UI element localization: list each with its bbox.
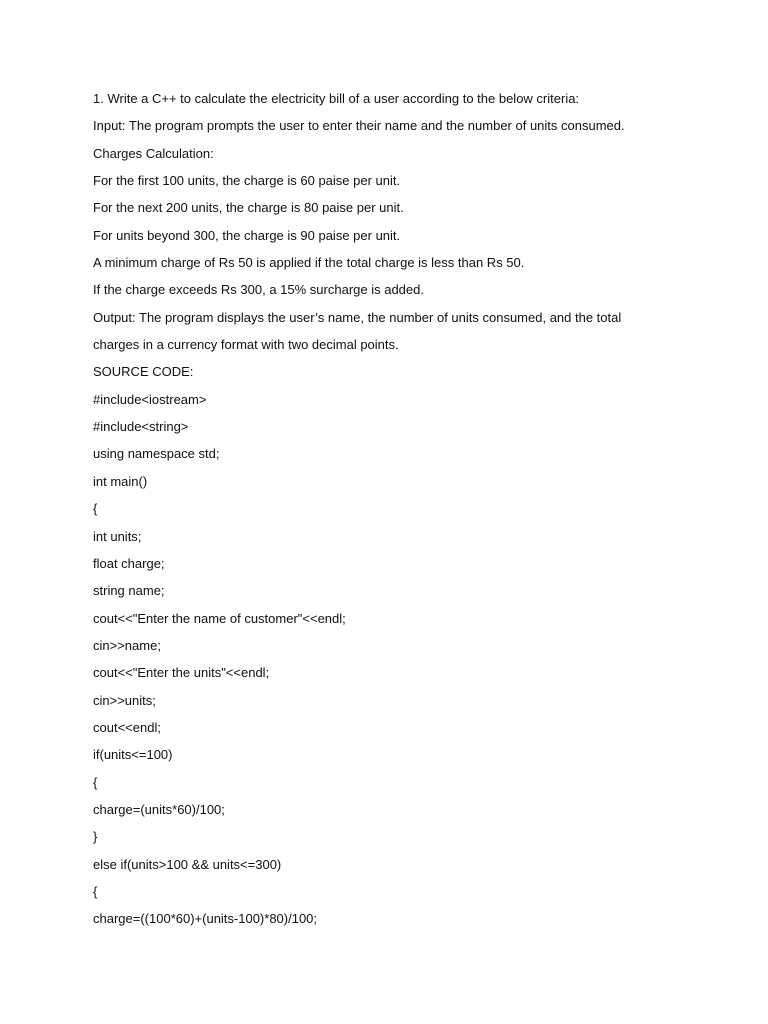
code-line: { bbox=[93, 774, 98, 790]
code-line: { bbox=[93, 501, 98, 517]
code-line: using namespace std; bbox=[93, 446, 220, 462]
code-line: int main() bbox=[93, 473, 148, 489]
criteria-line: If the charge exceeds Rs 300, a 15% surcharge is added. bbox=[93, 282, 424, 298]
code-line: charge=(units*60)/100; bbox=[93, 801, 225, 817]
criteria-line: A minimum charge of Rs 50 is applied if the total charge is less than Rs 50. bbox=[93, 255, 525, 271]
code-line: else if(units>100 && units<=300) bbox=[93, 856, 282, 872]
input-description: Input: The program prompts the user to enter their name and the number of units consumed. bbox=[93, 118, 625, 134]
code-line: int units; bbox=[93, 528, 142, 544]
criteria-line: For the next 200 units, the charge is 80 paise per unit. bbox=[93, 200, 404, 216]
criteria-line: For units beyond 300, the charge is 90 paise per unit. bbox=[93, 227, 401, 243]
criteria-line: For the first 100 units, the charge is 60 paise per unit. bbox=[93, 173, 401, 189]
code-line: float charge; bbox=[93, 555, 165, 571]
code-line: #include<iostream> bbox=[93, 391, 207, 407]
code-line: cout<<endl; bbox=[93, 719, 161, 735]
output-description: Output: The program displays the user’s name, the number of units consumed, and the total bbox=[93, 309, 622, 325]
document-body bbox=[93, 85, 693, 933]
code-line: charge=((100*60)+(units-100)*80)/100; bbox=[93, 911, 318, 927]
output-description-continued: charges in a currency format with two decimal points. bbox=[93, 337, 399, 353]
question-heading: 1. Write a C++ to calculate the electricity bill of a user according to the below criteria: bbox=[93, 91, 580, 106]
code-line: string name; bbox=[93, 583, 165, 599]
code-line: cout<<"Enter the units"<<endl; bbox=[93, 665, 270, 681]
code-line: } bbox=[93, 829, 98, 845]
code-line: { bbox=[93, 883, 98, 899]
code-line: cin>>name; bbox=[93, 637, 161, 653]
charges-heading: Charges Calculation: bbox=[93, 145, 214, 161]
code-line: if(units<=100) bbox=[93, 747, 173, 763]
source-code-heading: SOURCE CODE: bbox=[93, 364, 194, 380]
code-line: cin>>units; bbox=[93, 692, 156, 708]
code-line: cout<<"Enter the name of customer"<<endl; bbox=[93, 610, 346, 626]
code-line: #include<string> bbox=[93, 419, 189, 435]
